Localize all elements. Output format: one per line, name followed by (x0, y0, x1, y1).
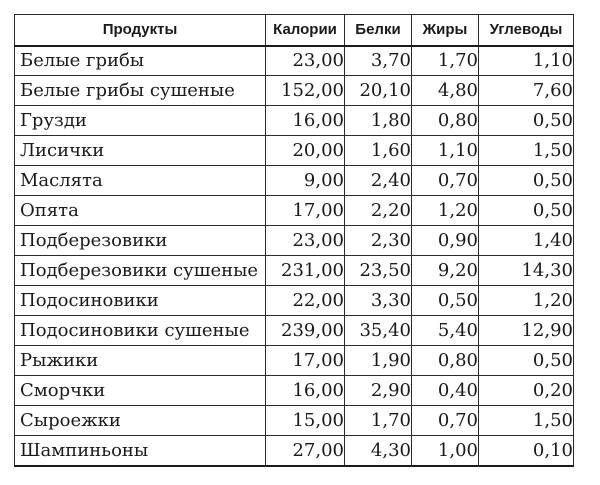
fat-cell: 0,50 (412, 286, 479, 316)
fat-cell: 0,80 (412, 106, 479, 136)
protein-cell: 35,40 (345, 316, 412, 346)
product-name: Подосиновики сушеные (15, 316, 266, 346)
product-name: Подосиновики (15, 286, 266, 316)
table-row (15, 256, 574, 286)
protein-cell: 4,30 (345, 436, 412, 466)
product-name: Опята (15, 196, 266, 226)
calories-cell: 16,00 (266, 376, 345, 406)
fat-cell: 0,80 (412, 346, 479, 376)
product-name: Рыжики (15, 346, 266, 376)
product-name: Шампиньоны (15, 436, 266, 466)
fat-cell: 1,00 (412, 436, 479, 466)
calories-cell: 23,00 (266, 226, 345, 256)
carbs-cell: 1,10 (479, 46, 574, 76)
fat-cell: 4,80 (412, 76, 479, 106)
protein-cell: 2,90 (345, 376, 412, 406)
protein-cell: 3,30 (345, 286, 412, 316)
table-header (15, 15, 574, 46)
table-row (15, 106, 574, 136)
fat-cell: 0,40 (412, 376, 479, 406)
table-row (15, 76, 574, 106)
fat-cell: 5,40 (412, 316, 479, 346)
calories-cell: 27,00 (266, 436, 345, 466)
product-name: Сыроежки (15, 406, 266, 436)
calories-cell: 17,00 (266, 346, 345, 376)
calories-cell: 9,00 (266, 166, 345, 196)
calories-cell: 22,00 (266, 286, 345, 316)
protein-cell: 2,30 (345, 226, 412, 256)
table-row (15, 166, 574, 196)
protein-cell: 1,90 (345, 346, 412, 376)
table-row (15, 46, 574, 76)
product-name: Белые грибы сушеные (15, 76, 266, 106)
calories-cell: 239,00 (266, 316, 345, 346)
carbs-cell: 0,10 (479, 436, 574, 466)
protein-cell: 1,70 (345, 406, 412, 436)
table-row (15, 346, 574, 376)
product-name: Подберезовики (15, 226, 266, 256)
fat-cell: 1,70 (412, 46, 479, 76)
product-name: Маслята (15, 166, 266, 196)
calories-cell: 15,00 (266, 406, 345, 436)
carbs-cell: 1,40 (479, 226, 574, 256)
header-row (15, 15, 574, 46)
protein-cell: 20,10 (345, 76, 412, 106)
protein-cell: 1,60 (345, 136, 412, 166)
table-row (15, 436, 574, 466)
calories-cell: 23,00 (266, 46, 345, 76)
protein-cell: 3,70 (345, 46, 412, 76)
fat-cell: 1,10 (412, 136, 479, 166)
product-name: Белые грибы (15, 46, 266, 76)
calories-cell: 17,00 (266, 196, 345, 226)
carbs-cell: 1,50 (479, 136, 574, 166)
table-row (15, 226, 574, 256)
header-products: Продукты (15, 15, 266, 46)
table-body (15, 46, 574, 466)
carbs-cell: 0,50 (479, 106, 574, 136)
header-calories: Калории (266, 15, 345, 46)
calories-cell: 16,00 (266, 106, 345, 136)
protein-cell: 2,20 (345, 196, 412, 226)
product-name: Подберезовики сушеные (15, 256, 266, 286)
carbs-cell: 1,20 (479, 286, 574, 316)
fat-cell: 0,70 (412, 406, 479, 436)
carbs-cell: 7,60 (479, 76, 574, 106)
product-name: Сморчки (15, 376, 266, 406)
fat-cell: 0,90 (412, 226, 479, 256)
carbs-cell: 0,50 (479, 346, 574, 376)
header-fat: Жиры (412, 15, 479, 46)
header-protein: Белки (345, 15, 412, 46)
table-row (15, 136, 574, 166)
table-row (15, 196, 574, 226)
product-name: Грузди (15, 106, 266, 136)
carbs-cell: 12,90 (479, 316, 574, 346)
fat-cell: 0,70 (412, 166, 479, 196)
table-row (15, 376, 574, 406)
calories-cell: 152,00 (266, 76, 345, 106)
protein-cell: 23,50 (345, 256, 412, 286)
carbs-cell: 0,20 (479, 376, 574, 406)
protein-cell: 2,40 (345, 166, 412, 196)
carbs-cell: 0,50 (479, 166, 574, 196)
table-row (15, 286, 574, 316)
table-row (15, 406, 574, 436)
fat-cell: 9,20 (412, 256, 479, 286)
header-carbs: Углеводы (479, 15, 574, 46)
carbs-cell: 14,30 (479, 256, 574, 286)
product-name: Лисички (15, 136, 266, 166)
carbs-cell: 0,50 (479, 196, 574, 226)
protein-cell: 1,80 (345, 106, 412, 136)
fat-cell: 1,20 (412, 196, 479, 226)
calories-cell: 20,00 (266, 136, 345, 166)
table-row (15, 316, 574, 346)
calories-cell: 231,00 (266, 256, 345, 286)
nutrition-table (14, 14, 574, 467)
carbs-cell: 1,50 (479, 406, 574, 436)
